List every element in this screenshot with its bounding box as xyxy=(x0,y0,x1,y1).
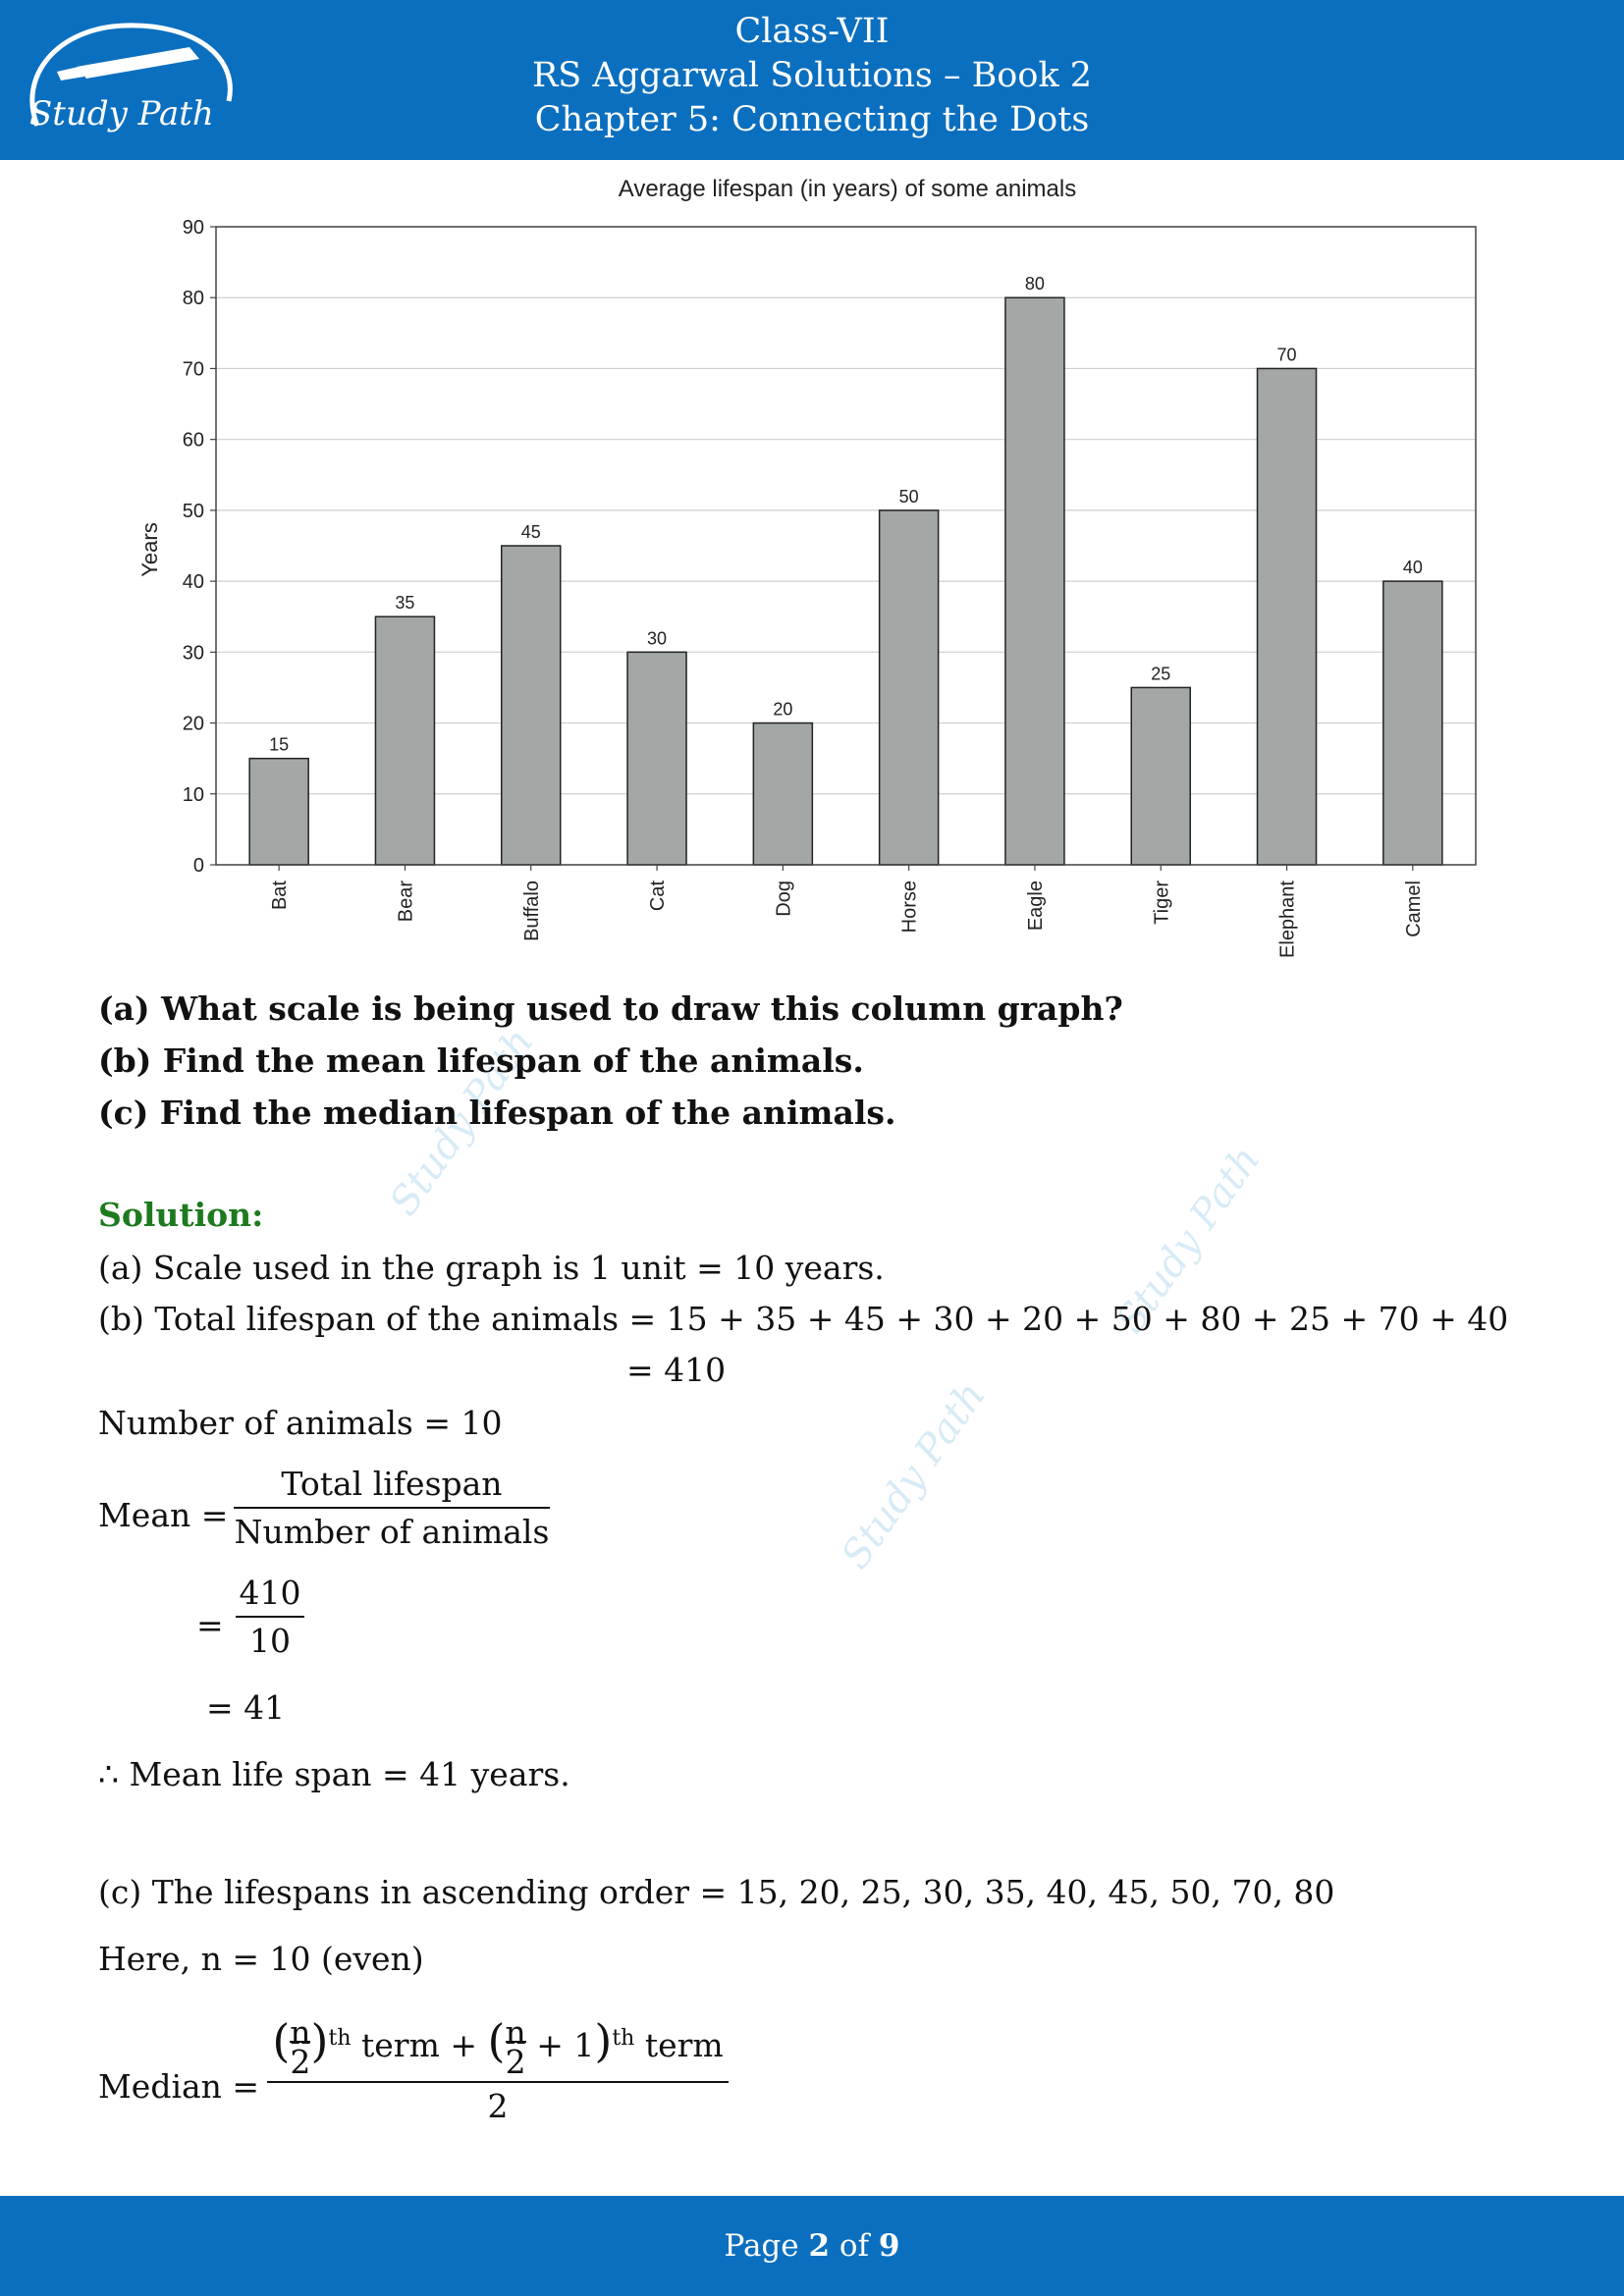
y-tick-label: 20 xyxy=(182,713,204,735)
bar-bat xyxy=(249,759,308,865)
data-label: 30 xyxy=(647,628,668,649)
y-axis-label: Years xyxy=(137,522,162,577)
bar-tiger xyxy=(1131,687,1190,865)
bar-cat xyxy=(627,652,686,865)
median-numerator: (n 2)$^{th}$ term + (n 2 + 1)$^{th}$ term xyxy=(272,2013,724,2081)
x-tick-label: Dog xyxy=(773,881,795,917)
number-of-animals: Number of animals = 10 xyxy=(98,1404,503,1442)
mean-label: Mean = xyxy=(98,1496,229,1534)
watermark: Study Path xyxy=(381,1020,543,1224)
total-page-number: 9 xyxy=(878,2228,900,2264)
bar-dog xyxy=(753,723,812,865)
bar-horse xyxy=(880,510,939,865)
bar-elephant xyxy=(1258,368,1317,865)
header-book: RS Aggarwal Solutions – Book 2 xyxy=(531,56,1093,95)
x-tick-label: Camel xyxy=(1402,881,1425,937)
x-tick-label: Bear xyxy=(395,881,417,923)
mean-result: = 41 xyxy=(206,1688,286,1727)
question-a: (a) What scale is being used to draw this column graph? xyxy=(98,989,1123,1028)
mean-conclusion: ∴ Mean life span = 41 years. xyxy=(98,1755,570,1793)
x-tick-label: Horse xyxy=(898,881,921,934)
th-superscript: th xyxy=(328,2026,352,2051)
x-tick-label: Buffalo xyxy=(520,881,543,941)
question-c: (c) Find the median lifespan of the animals. xyxy=(98,1094,896,1132)
fraction-denominator: 10 xyxy=(249,1622,291,1660)
y-tick-label: 0 xyxy=(192,855,204,877)
y-tick-label: 90 xyxy=(182,217,204,239)
y-tick-label: 50 xyxy=(182,500,204,522)
lifespan-bar-chart xyxy=(128,165,1502,980)
data-label: 80 xyxy=(1024,274,1045,294)
two-symbol: 2 xyxy=(290,2043,311,2081)
watermark: Study Path xyxy=(833,1373,995,1577)
bar-bear xyxy=(375,616,434,865)
of-word: of xyxy=(839,2228,870,2264)
x-tick-label: Tiger xyxy=(1151,881,1173,925)
fraction-numerator: 410 xyxy=(239,1574,301,1612)
two-symbol: 2 xyxy=(505,2043,526,2081)
chart-x-ticks xyxy=(269,865,1425,958)
value-fraction xyxy=(236,1574,304,1660)
data-label: 25 xyxy=(1151,664,1171,684)
mean-numerator: Total lifespan xyxy=(281,1465,503,1503)
median-denominator: 2 xyxy=(487,2087,509,2125)
bar-camel xyxy=(1383,581,1442,865)
data-label: 45 xyxy=(520,522,541,542)
current-page-number: 2 xyxy=(808,2228,831,2264)
y-tick-label: 10 xyxy=(182,783,204,806)
n-symbol: n xyxy=(290,2013,311,2052)
data-label: 40 xyxy=(1402,558,1423,578)
data-label: 70 xyxy=(1276,345,1297,365)
solution-heading: Solution: xyxy=(98,1196,264,1234)
y-tick-label: 30 xyxy=(182,642,204,665)
y-tick-label: 70 xyxy=(182,358,204,381)
data-label: 35 xyxy=(395,593,415,614)
logo-text: Study Path xyxy=(29,94,214,133)
data-label: 50 xyxy=(898,486,919,507)
equals-sign: = xyxy=(196,1606,224,1644)
data-label: 15 xyxy=(269,734,290,755)
solution-a: (a) Scale used in the graph is 1 unit = 10 years. xyxy=(98,1249,885,1287)
term-plus: term + xyxy=(361,2026,477,2064)
watermark: Study Path xyxy=(1108,1138,1270,1342)
x-tick-label: Bat xyxy=(269,881,292,911)
y-tick-label: 40 xyxy=(182,571,204,594)
bar-eagle xyxy=(1005,297,1064,865)
y-tick-label: 60 xyxy=(182,429,204,452)
mean-fraction xyxy=(234,1465,550,1551)
page-footer xyxy=(0,2196,1624,2296)
x-tick-label: Eagle xyxy=(1024,881,1047,932)
solution-b-line1: (b) Total lifespan of the animals = 15 + 35 + 45 + 30 + 20 + 50 + 80 + 25 + 70 + 40 xyxy=(98,1300,1509,1338)
term-word: term xyxy=(644,2026,724,2064)
bar-buffalo xyxy=(502,546,561,865)
x-tick-label: Elephant xyxy=(1276,881,1299,958)
page-header xyxy=(0,0,1624,160)
median-label: Median = xyxy=(98,2067,260,2106)
question-b: (b) Find the mean lifespan of the animals. xyxy=(98,1041,864,1080)
data-label: 20 xyxy=(773,699,793,720)
page-word: Page xyxy=(724,2228,799,2264)
n-symbol: n xyxy=(505,2013,526,2052)
x-tick-label: Cat xyxy=(647,881,670,912)
solution-b-line2: = 410 xyxy=(626,1351,727,1389)
solution-c-line: (c) The lifespans in ascending order = 15, 20, 25, 30, 35, 40, 45, 50, 70, 80 xyxy=(98,1873,1335,1911)
y-tick-label: 80 xyxy=(182,288,204,310)
median-fraction xyxy=(267,2014,729,2125)
header-class: Class-VII xyxy=(734,12,890,51)
header-chapter: Chapter 5: Connecting the Dots xyxy=(534,100,1090,139)
plus-one: + 1 xyxy=(536,2026,595,2064)
mean-denominator: Number of animals xyxy=(234,1513,550,1551)
th-superscript: th xyxy=(612,2026,635,2051)
n-value-line: Here, n = 10 (even) xyxy=(98,1940,424,1978)
chart-value-labels xyxy=(269,274,1423,754)
chart-title: Average lifespan (in years) of some animals xyxy=(618,176,1077,202)
